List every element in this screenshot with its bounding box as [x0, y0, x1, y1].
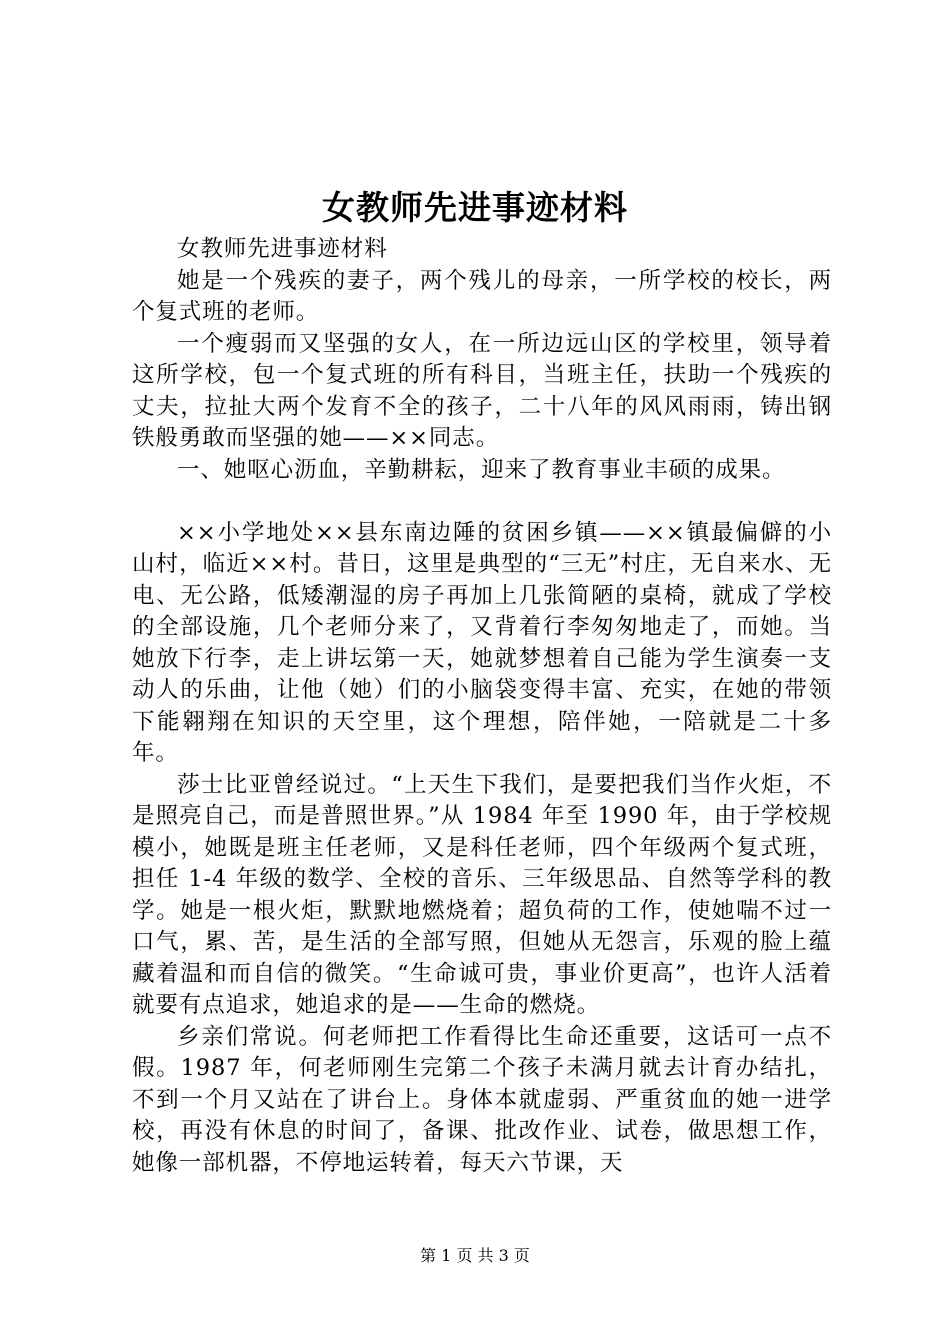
paragraph-section-heading: 一、她呕心沥血，辛勤耕耘，迎来了教育事业丰硕的成果。 [177, 456, 786, 483]
paragraph-intro: 她是一个残疾的妻子，两个残儿的母亲，一所学校的校长，两个复式班的老师。 [132, 267, 832, 325]
document-title: 女教师先进事迹材料 [322, 188, 628, 227]
paragraph-summary: 一个瘦弱而又坚强的女人，在一所边远山区的学校里，领导着这所学校，包一个复式班的所有科目，当班主任，扶助一个残疾的丈夫，拉扯大两个发育不全的孩子，二十八年的风风雨雨，铸出钢铁般勇敢而坚强的她——××同志。 [132, 330, 832, 451]
paragraph-torch-quote: 莎士比亚曾经说过。“上天生下我们，是要把我们当作火炬，不是照亮自己，而是普照世界。”从 1984 年至 1990 年，由于学校规模小，她既是班主任老师，又是科任老师，四个年级两个复式班，担任 1-4 年级的数学、全校的音乐、三年级思品、自然等学科的教学。她是一根火炬，默默地燃烧着；超负荷的工作，使她喘不过一口气，累、苦，是生活的全部写照，但她从无怨言，乐观的脸上蕴藏着温和而自信的微笑。“生命诚可贵，事业价更高”，也许人活着就要有点追求，她追求的是——生命的燃烧。 [132, 771, 832, 1018]
paragraph-subtitle: 女教师先进事迹材料 [177, 236, 388, 262]
paragraph-school-background: ××小学地处××县东南边陲的贫困乡镇——××镇最偏僻的小山村，临近××村。昔日，这里是典型的“三无”村庄，无自来水、无电、无公路，低矮潮湿的房子再加上几张简陋的桌椅，就成了学校的全部设施，几个老师分来了，又背着行李匆匆地走了，而她。当她放下行李，走上讲坛第一天，她就梦想着自己能为学生演奏一支动人的乐曲，让他（她）们的小脑袋变得丰富、充实，在她的带领下能翱翔在知识的天空里，这个理想，陪伴她，一陪就是二十多年。 [132, 519, 832, 766]
paragraph-villagers-say: 乡亲们常说。何老师把工作看得比生命还重要，这话可一点不假。1987 年，何老师刚生完第二个孩子未满月就去计育办结扎，不到一个月又站在了讲台上。身体本就虚弱、严重贫血的她一进学校，再没有休息的时间了，备课、批改作业、试卷，做思想工作，她像一部机器，不停地运转着，每天六节课，天 [132, 1023, 832, 1176]
page-number-footer: 第 1 页 共 3 页 [420, 1246, 530, 1265]
document-body [132, 234, 832, 1179]
